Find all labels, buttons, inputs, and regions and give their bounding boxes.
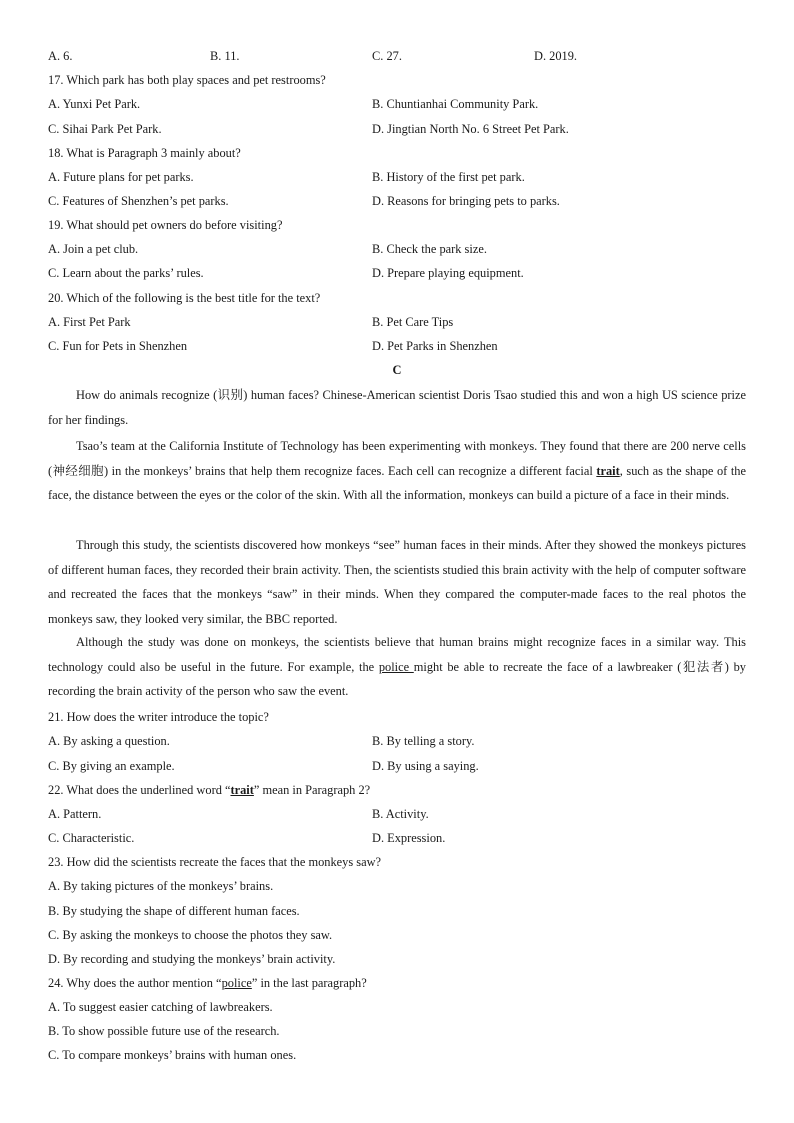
q21-option-a: A. By asking a question. [48,734,170,748]
q17-stem: 17. Which park has both play spaces and pet restrooms? [48,73,326,87]
q22-stem-word: trait [230,783,254,797]
q19-option-c: C. Learn about the parks’ rules. [48,266,204,280]
q20-option-b: B. Pet Care Tips [372,315,454,329]
q20-option-d: D. Pet Parks in Shenzhen [372,339,498,353]
q18-option-a: A. Future plans for pet parks. [48,170,194,184]
q20-option-c: C. Fun for Pets in Shenzhen [48,339,188,353]
q24-option-a: A. To suggest easier catching of lawbreakers. [48,1000,273,1014]
underlined-word-trait: trait [596,463,620,478]
paragraph-2-text-a: Tsao’s team at the California Institute of Technology has been experimenting with monkeys. They found that there are 200 nerve cells (神经细胞) in the monkeys’ brains that help them recognize faces. Each cell can recognize a different facial [48,439,746,478]
q21-option-c: C. By giving an example. [48,759,175,773]
q16-options [48,48,578,64]
q19-option-a: A. Join a pet club. [48,242,139,256]
q21-stem: 21. How does the writer introduce the topic? [48,710,269,724]
q22-option-d: D. Expression. [372,831,446,845]
q23-option-a: A. By taking pictures of the monkeys’ brains. [48,879,274,893]
q16-option-a: A. 6. [48,49,73,63]
q24-stem-b: ” in the last paragraph? [251,976,367,990]
q23-option-c: C. By asking the monkeys to choose the photos they saw. [48,928,333,942]
q16-option-c: C. 27. [372,49,402,63]
q23-stem: 23. How did the scientists recreate the faces that the monkeys saw? [48,855,382,869]
passage-paragraph-3: Through this study, the scientists discovered how monkeys “see” human faces in their minds. After they showed the monkeys pictures of different human faces, they recorded their brain activity. Then, the scientists studied this brain activity with the help of computer software and recreated the faces that the monkeys “saw” in their minds. When they compared the computer-made faces to the real photos the monkeys saw, they looked very similar, the BBC reported. [48,538,746,626]
q18-stem: 18. What is Paragraph 3 mainly about? [48,146,241,160]
paragraph-4-text-b: might be able to recreate the face of a lawbreaker (犯法者) by recording the brain activity of the person who saw the event. [48,659,746,698]
q18-option-d: D. Reasons for bringing pets to parks. [372,194,560,208]
q22-stem-b: ” mean in Paragraph 2? [253,783,371,797]
q22-option-a: A. Pattern. [48,807,102,821]
q22-stem [48,782,370,798]
q21-option-d: D. By using a saying. [372,759,479,773]
passage-paragraph-4 [48,630,746,704]
q18-option-b: B. History of the first pet park. [372,170,525,184]
q16-option-b: B. 11. [210,49,240,63]
q21-option-b: B. By telling a story. [372,734,475,748]
q24-option-c: C. To compare monkeys’ brains with human ones. [48,1048,297,1062]
q24-stem-a: 24. Why does the author mention “ [48,976,222,990]
q22-option-b: B. Activity. [372,807,429,821]
q24-stem [48,975,367,991]
q19-option-d: D. Prepare playing equipment. [372,266,524,280]
q18-option-c: C. Features of Shenzhen’s pet parks. [48,194,229,208]
q22-option-c: C. Characteristic. [48,831,135,845]
q16-option-d: D. 2019. [534,49,578,63]
q23-option-d: D. By recording and studying the monkeys’ brain activity. [48,952,336,966]
q19-stem: 19. What should pet owners do before visiting? [48,218,283,232]
q17-option-a: A. Yunxi Pet Park. [48,97,141,111]
underlined-word-police: police [378,659,414,674]
q19-option-b: B. Check the park size. [372,242,487,256]
passage-paragraph-2 [48,434,746,508]
q23-option-b: B. By studying the shape of different human faces. [48,904,300,918]
q17-option-c: C. Sihai Park Pet Park. [48,122,162,136]
q24-option-b: B. To show possible future use of the research. [48,1024,280,1038]
section-label: C [392,363,402,377]
paragraph-4-text-a: Although the study was done on monkeys, the scientists believe that human brains might recognize faces in a similar way. This technology could also be useful in the future. For example, the [48,635,746,674]
q17-option-d: D. Jingtian North No. 6 Street Pet Park. [372,122,569,136]
q20-stem: 20. Which of the following is the best title for the text? [48,291,321,305]
q24-stem-word: police [221,976,252,990]
q22-stem-a: 22. What does the underlined word “ [48,783,231,797]
passage-paragraph-1: How do animals recognize (识别) human faces? Chinese-American scientist Doris Tsao studied this and won a high US science prize for her findings. [48,388,746,427]
q17-option-b: B. Chuntianhai Community Park. [372,97,539,111]
paragraph-2-text-b: , such as the shape of the face, the distance between the eyes or the color of the skin. With all the information, monkeys can build a picture of a face in their minds. [48,463,746,502]
q20-option-a: A. First Pet Park [48,315,131,329]
